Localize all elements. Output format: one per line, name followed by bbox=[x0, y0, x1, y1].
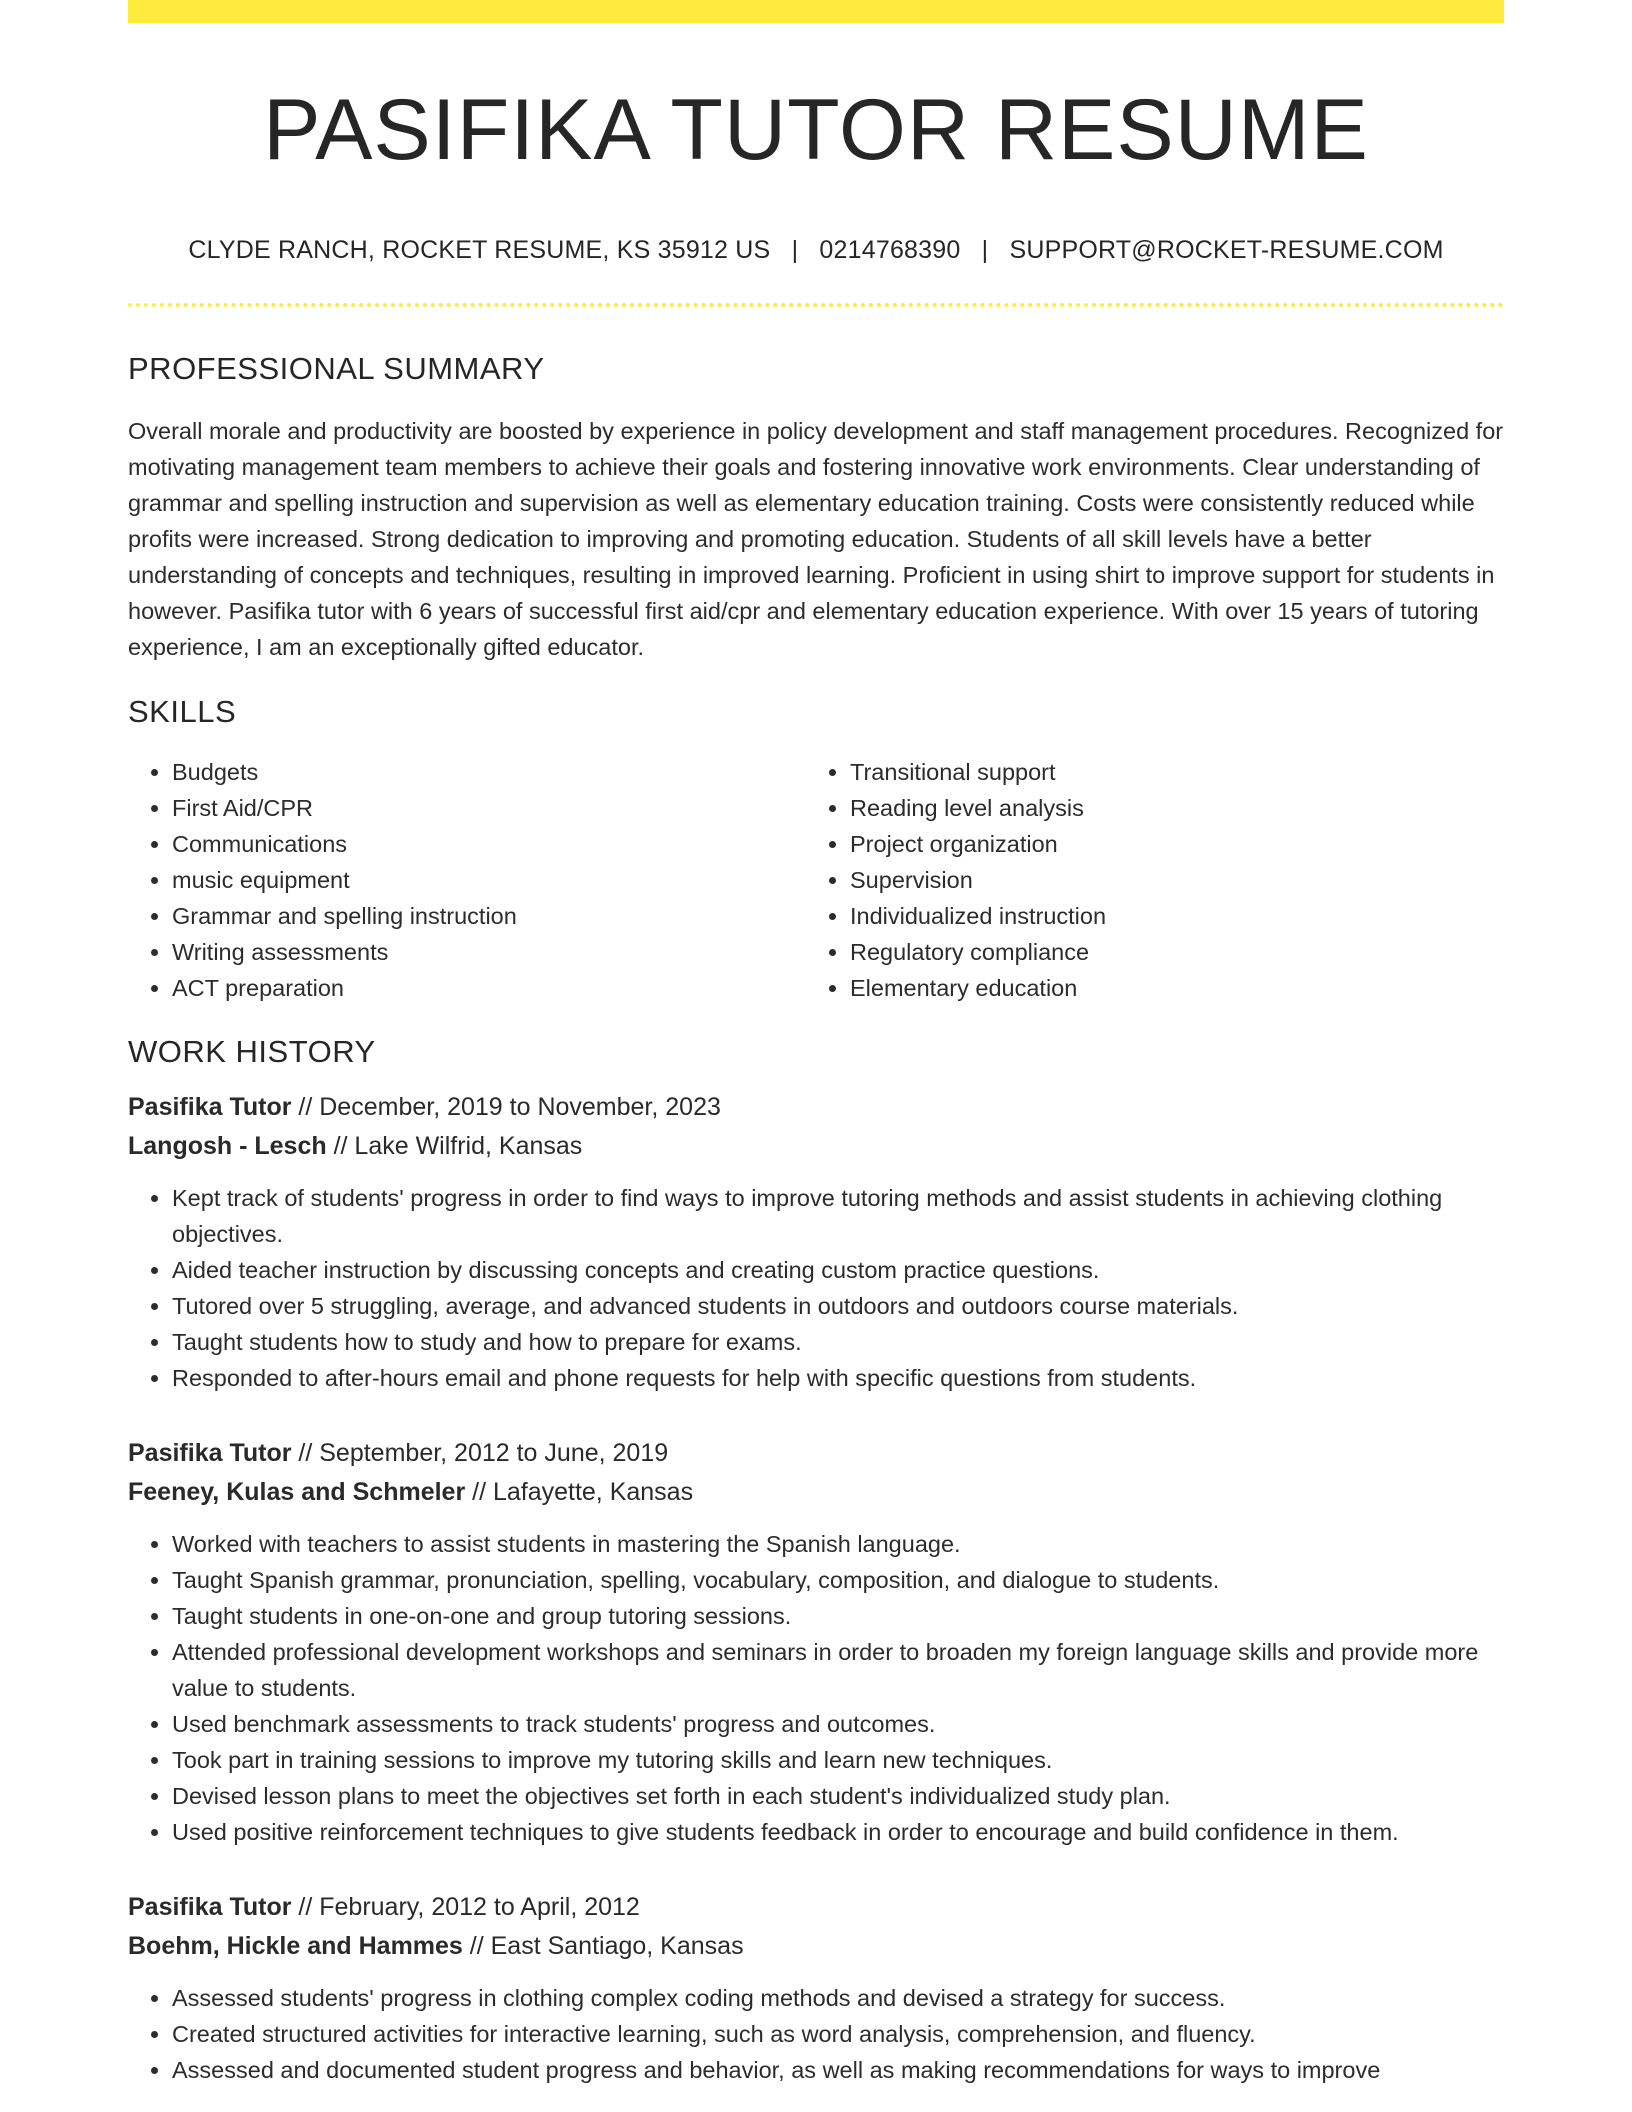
job-role: Pasifika Tutor bbox=[128, 1092, 292, 1121]
skill-item: • Supervision bbox=[850, 862, 1484, 898]
skill-item: • Reading level analysis bbox=[850, 790, 1484, 826]
job-entry bbox=[128, 1088, 1504, 1396]
contact-email: SUPPORT@ROCKET-RESUME.COM bbox=[1009, 235, 1444, 264]
skill-item: • Regulatory compliance bbox=[850, 934, 1484, 970]
job-company-line bbox=[128, 1127, 1504, 1166]
skill-item: • ACT preparation bbox=[172, 970, 806, 1006]
job-bullets bbox=[128, 1980, 1504, 2088]
job-entry bbox=[128, 1434, 1504, 1850]
job-bullet: • Used positive reinforcement techniques to give students feedback in order to encourage and build confidence in them. bbox=[172, 1814, 1504, 1850]
job-bullet: • Taught Spanish grammar, pronunciation, spelling, vocabulary, composition, and dialogue to students. bbox=[172, 1562, 1504, 1598]
job-bullets bbox=[128, 1180, 1504, 1396]
skill-item: • First Aid/CPR bbox=[172, 790, 806, 826]
job-company-line bbox=[128, 1473, 1504, 1512]
skills-column-right bbox=[806, 754, 1484, 1006]
job-dates: // September, 2012 to June, 2019 bbox=[291, 1438, 669, 1467]
work-history-heading: WORK HISTORY bbox=[128, 1033, 376, 1069]
skill-item: • Elementary education bbox=[850, 970, 1484, 1006]
job-bullets bbox=[128, 1526, 1504, 1850]
contact-phone: 0214768390 bbox=[819, 235, 961, 264]
job-bullet: • Worked with teachers to assist students in mastering the Spanish language. bbox=[172, 1526, 1504, 1562]
job-role: Pasifika Tutor bbox=[128, 1438, 292, 1467]
contact-separator: | bbox=[791, 235, 799, 264]
skill-item: • Transitional support bbox=[850, 754, 1484, 790]
job-bullet: • Assessed students' progress in clothing complex coding methods and devised a strategy for success. bbox=[172, 1980, 1504, 2016]
job-company-line bbox=[128, 1927, 1504, 1966]
skill-item: • Individualized instruction bbox=[850, 898, 1484, 934]
accent-bar bbox=[128, 0, 1504, 23]
summary-text: Overall morale and productivity are boosted by experience in policy development and staff management procedures. Recognized for motivating management team members to achieve their goals and fostering innovative work environments. Clear understanding of grammar and spelling instruction and supervision as well as elementary education training. Costs were consistently reduced while profits were increased. Strong dedication to improving and promoting education. Students of all skill levels have a better understanding of concepts and techniques, resulting in improved learning. Proficient in using shirt to improve support for students in however. Pasifika tutor with 6 years of successful first aid/cpr and elementary education experience. With over 15 years of tutoring experience, I am an exceptionally gifted educator. bbox=[128, 417, 1504, 660]
job-bullet: • Tutored over 5 struggling, average, and advanced students in outdoors and outdoors course materials. bbox=[172, 1288, 1504, 1324]
header-divider bbox=[128, 303, 1504, 307]
skill-item: • music equipment bbox=[172, 862, 806, 898]
job-bullet: • Responded to after-hours email and phone requests for help with specific questions from students. bbox=[172, 1360, 1504, 1396]
summary-heading: PROFESSIONAL SUMMARY bbox=[128, 350, 545, 386]
job-bullet: • Taught students in one-on-one and group tutoring sessions. bbox=[172, 1598, 1504, 1634]
job-dates: // December, 2019 to November, 2023 bbox=[291, 1092, 721, 1121]
job-role: Pasifika Tutor bbox=[128, 1892, 292, 1921]
skill-item: • Communications bbox=[172, 826, 806, 862]
job-bullet: • Used benchmark assessments to track students' progress and outcomes. bbox=[172, 1706, 1504, 1742]
skills-column-left bbox=[128, 754, 806, 1006]
job-company: Langosh - Lesch bbox=[128, 1131, 327, 1160]
job-bullet: • Taught students how to study and how to prepare for exams. bbox=[172, 1324, 1504, 1360]
skills-list bbox=[128, 754, 1504, 1006]
job-location: // Lafayette, Kansas bbox=[465, 1477, 694, 1506]
job-bullet: • Attended professional development workshops and seminars in order to broaden my foreign language skills and provide more value to students. bbox=[172, 1634, 1504, 1706]
job-role-line bbox=[128, 1888, 1504, 1927]
skill-item: • Project organization bbox=[850, 826, 1484, 862]
job-bullet: • Aided teacher instruction by discussing concepts and creating custom practice questions. bbox=[172, 1252, 1504, 1288]
job-company: Boehm, Hickle and Hammes bbox=[128, 1931, 463, 1960]
skill-item: • Writing assessments bbox=[172, 934, 806, 970]
job-role-line bbox=[128, 1088, 1504, 1127]
job-location: // East Santiago, Kansas bbox=[462, 1931, 744, 1960]
skills-heading: SKILLS bbox=[128, 693, 237, 729]
job-dates: // February, 2012 to April, 2012 bbox=[291, 1892, 640, 1921]
contact-line bbox=[128, 236, 1504, 265]
job-bullet: • Assessed and documented student progress and behavior, as well as making recommendations for ways to improve bbox=[172, 2052, 1504, 2088]
contact-separator: | bbox=[981, 235, 989, 264]
job-bullet: • Kept track of students' progress in order to find ways to improve tutoring methods and assist students in achieving clothing objectives. bbox=[172, 1180, 1504, 1252]
job-bullet: • Devised lesson plans to meet the objectives set forth in each student's individualized study plan. bbox=[172, 1778, 1504, 1814]
contact-address: CLYDE RANCH, ROCKET RESUME, KS 35912 US bbox=[188, 235, 771, 264]
skill-item: • Grammar and spelling instruction bbox=[172, 898, 806, 934]
skill-item: • Budgets bbox=[172, 754, 806, 790]
job-bullet: • Created structured activities for interactive learning, such as word analysis, comprehension, and fluency. bbox=[172, 2016, 1504, 2052]
job-role-line bbox=[128, 1434, 1504, 1473]
job-bullet: • Took part in training sessions to improve my tutoring skills and learn new techniques. bbox=[172, 1742, 1504, 1778]
job-entry bbox=[128, 1888, 1504, 2088]
resume-title: PASIFIKA TUTOR RESUME bbox=[263, 82, 1369, 178]
job-company: Feeney, Kulas and Schmeler bbox=[128, 1477, 466, 1506]
job-location: // Lake Wilfrid, Kansas bbox=[326, 1131, 583, 1160]
resume-page bbox=[128, 0, 1504, 2088]
